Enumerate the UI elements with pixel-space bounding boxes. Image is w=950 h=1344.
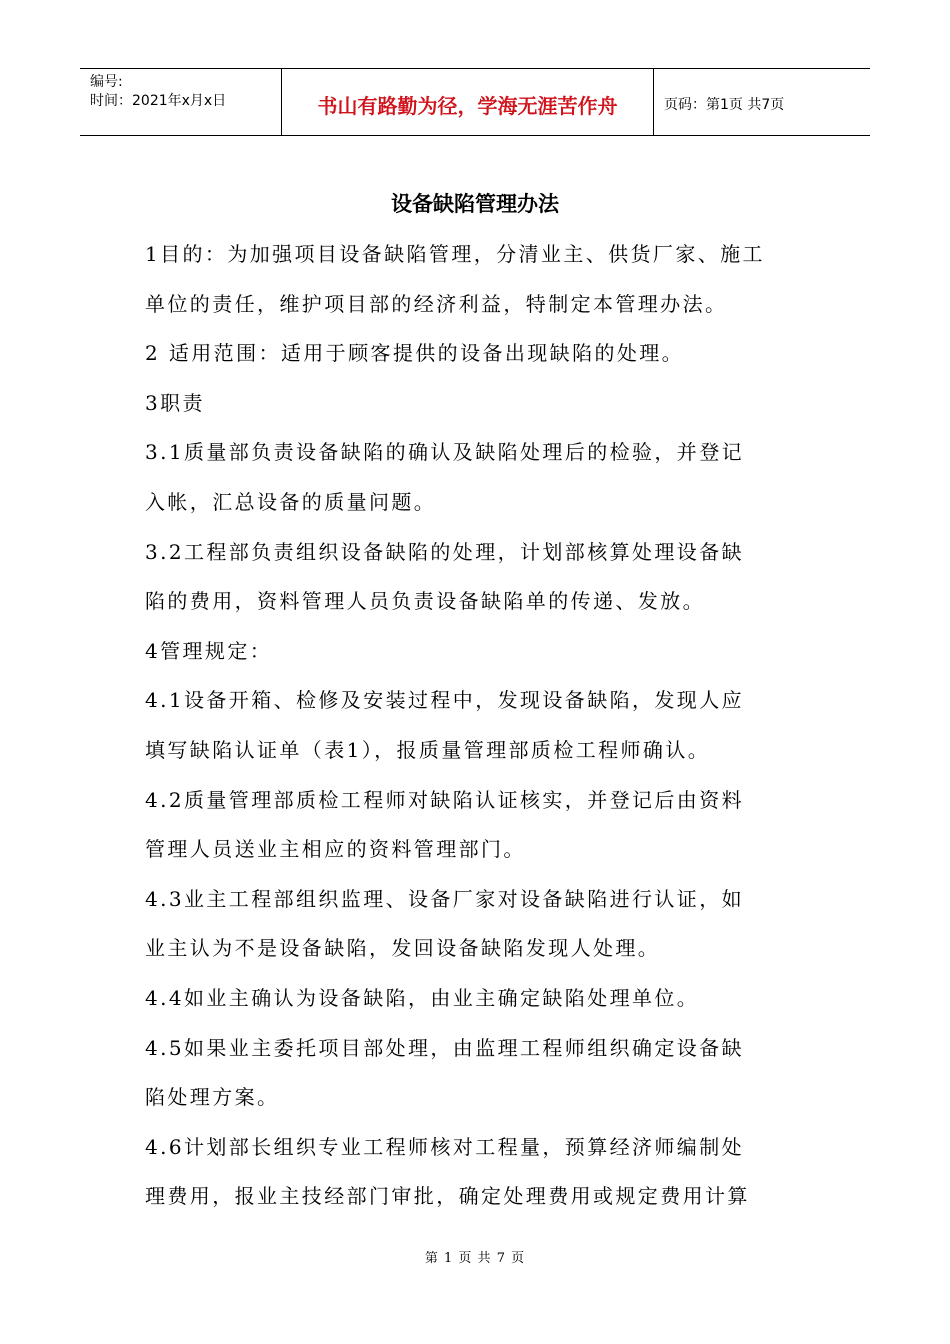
body-line: 管理人员送业主相应的资料管理部门。 xyxy=(145,837,526,862)
body-line: 4.1设备开箱、检修及安装过程中，发现设备缺陷，发现人应 xyxy=(145,688,745,713)
body-line: 2 适用范围：适用于顾客提供的设备出现缺陷的处理。 xyxy=(145,341,685,366)
body-line: 陷的费用，资料管理人员负责设备缺陷单的传递、发放。 xyxy=(145,589,705,614)
body-line: 入帐，汇总设备的质量问题。 xyxy=(145,489,437,514)
body-line: 1目的：为加强项目设备缺陷管理，分清业主、供货厂家、施工 xyxy=(145,242,765,266)
body-line: 陷处理方案。 xyxy=(145,1085,280,1110)
header-motto: 书山有路勤为径，学海无涯苦作舟 xyxy=(282,69,654,135)
body-line: 3.2工程部负责组织设备缺陷的处理，计划部核算处理设备缺 xyxy=(145,539,745,564)
document-title: 设备缺陷管理办法 xyxy=(391,192,559,216)
document-body xyxy=(145,230,810,1222)
page-footer: 第 1 页 共 7 页 xyxy=(424,1251,526,1266)
body-line: 4.4如业主确认为设备缺陷，由业主确定缺陷处理单位。 xyxy=(145,985,700,1010)
header-meta xyxy=(80,69,282,135)
body-line: 3职责 xyxy=(145,390,205,415)
body-line: 单位的责任，维护项目部的经济利益，特制定本管理办法。 xyxy=(145,291,728,316)
document-time-label: 时间：2021年x月x日 xyxy=(90,93,227,109)
document-number-label: 编号: xyxy=(90,74,123,90)
body-line: 4.2质量管理部质检工程师对缺陷认证核实，并登记后由资料 xyxy=(145,787,745,812)
body-line: 业主认为不是设备缺陷，发回设备缺陷发现人处理。 xyxy=(145,936,661,961)
body-line: 3.1质量部负责设备缺陷的确认及缺陷处理后的检验，并登记 xyxy=(145,440,745,465)
header-table xyxy=(80,68,870,136)
body-line: 填写缺陷认证单（表1），报质量管理部质检工程师确认。 xyxy=(145,737,711,762)
header-page-code: 页码：第1页 共7页 xyxy=(664,97,785,113)
body-line: 4管理规定： xyxy=(145,638,273,663)
body-line: 理费用，报业主技经部门审批，确定处理费用或规定费用计算 xyxy=(145,1184,750,1209)
body-line: 4.3业主工程部组织监理、设备厂家对设备缺陷进行认证，如 xyxy=(145,886,745,911)
body-line: 4.5如果业主委托项目部处理，由监理工程师组织确定设备缺 xyxy=(145,1035,745,1060)
body-line: 4.6计划部长组织专业工程师核对工程量，预算经济师编制处 xyxy=(145,1134,745,1159)
